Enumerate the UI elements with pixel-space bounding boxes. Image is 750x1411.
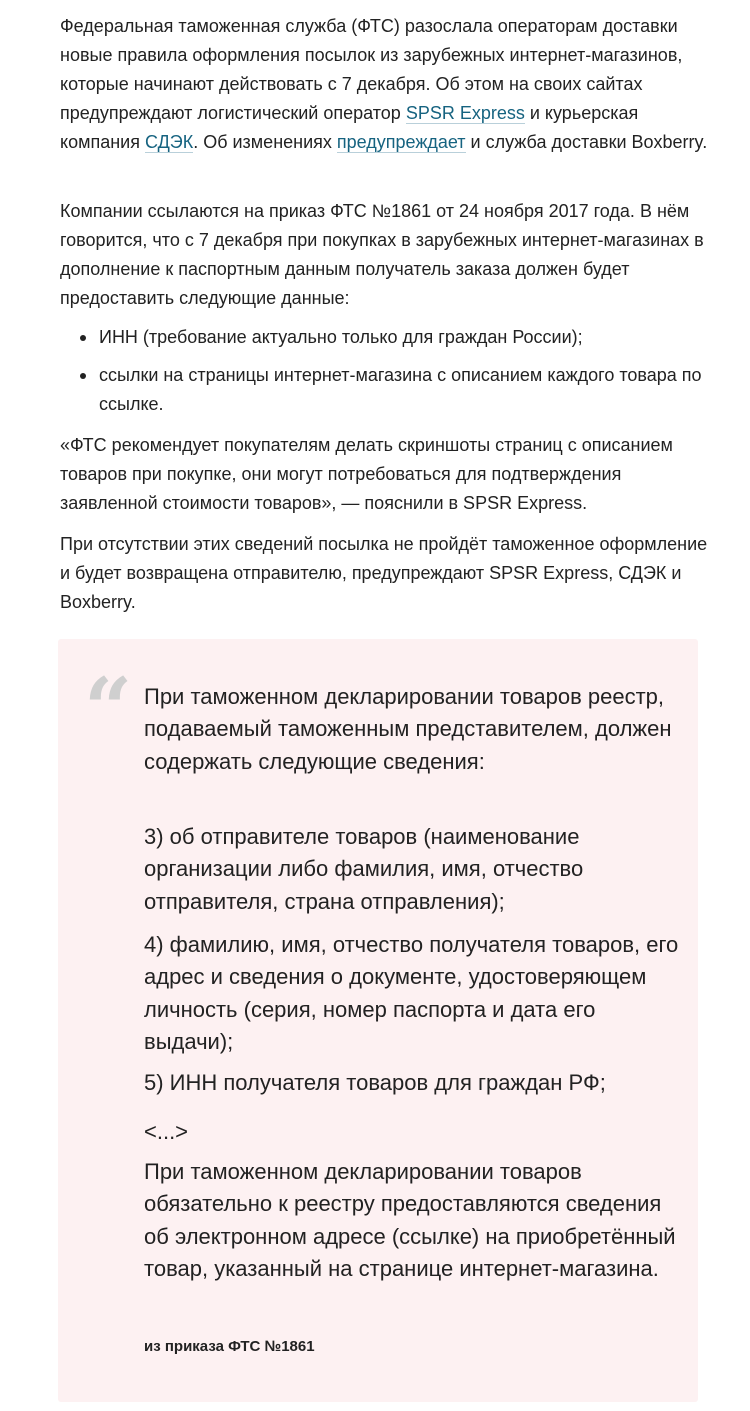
bullet-icon bbox=[80, 335, 86, 341]
quote-mark-icon: “ bbox=[84, 659, 133, 758]
intro-text-c: . Об изменениях bbox=[193, 132, 337, 152]
boxberry-warning-link[interactable]: предупреждает bbox=[336, 132, 466, 152]
paragraph-intro bbox=[60, 12, 710, 157]
quote-paragraph: 3) об отправителе товаров (наименование организации либо фамилия, имя, отчество отправителя, страна отправления); bbox=[144, 824, 584, 914]
blockquote bbox=[58, 639, 698, 1402]
paragraph-spsr-quote bbox=[60, 431, 710, 518]
list-item-text: ссылки на страницы интернет-магазина с описанием каждого товара по ссылке. bbox=[99, 365, 702, 414]
quote-paragraph: 4) фамилию, имя, отчество получателя товаров, его адрес и сведения о документе, удостоверяющем личность (серия, номер паспорта и дата его выдачи); bbox=[144, 932, 679, 1055]
quote-paragraph: При таможенном декларировании товаров обязательно к реестру предоставляются сведения об электронном адресе (ссылке) на приобретённый товар, указанный на странице интернет-магазина. bbox=[144, 1159, 676, 1282]
requirements-list bbox=[60, 323, 710, 419]
bullet-icon bbox=[80, 373, 86, 379]
intro-text-a: Федеральная таможенная служба (ФТС) разослала операторам доставки новые правила оформления посылок из зарубежных интернет-магазинов, которые начинают действовать с 7 декабря. Об этом на своих сайтах предупреждают логистический оператор bbox=[60, 16, 683, 123]
quote-paragraph: 5) ИНН получателя товаров для граждан РФ; bbox=[144, 1070, 606, 1095]
list-item bbox=[60, 361, 710, 419]
consequence-text: При отсутствии этих сведений посылка не пройдёт таможенное оформление и будет возвращена отправителю, предупреждают SPSR Express, СДЭК и Boxberry. bbox=[60, 534, 708, 612]
list-item-text: ИНН (требование актуально только для граждан России); bbox=[99, 327, 583, 347]
list-item bbox=[60, 323, 710, 352]
intro-text-b: и курьерская компания bbox=[60, 103, 639, 152]
paragraph-consequence bbox=[60, 530, 710, 617]
quote-paragraph: При таможенном декларировании товаров реестр, подаваемый таможенным представителем, должен содержать следующие сведения: bbox=[144, 684, 672, 774]
cdek-link[interactable]: СДЭК bbox=[144, 132, 194, 152]
paragraph-order-reference bbox=[60, 197, 710, 313]
spsr-express-link[interactable]: SPSR Express bbox=[405, 103, 525, 123]
intro-text-d: и служба доставки Boxberry. bbox=[465, 132, 708, 152]
spsr-quote-text: «ФТС рекомендует покупателям делать скриншоты страниц с описанием товаров при покупке, они могут потребоваться для подтверждения заявленной стоимости товаров», — пояснили в SPSR Express. bbox=[60, 435, 673, 513]
order-reference-text: Компании ссылаются на приказ ФТС №1861 от 24 ноября 2017 года. В нём говорится, что с 7 декабря при покупках в зарубежных интернет-магазинах в дополнение к паспортным данным получатель заказа должен будет предоставить следующие данные: bbox=[60, 201, 704, 308]
quote-paragraph: <...> bbox=[144, 1119, 189, 1144]
quote-source: из приказа ФТС №1861 bbox=[144, 1338, 315, 1355]
